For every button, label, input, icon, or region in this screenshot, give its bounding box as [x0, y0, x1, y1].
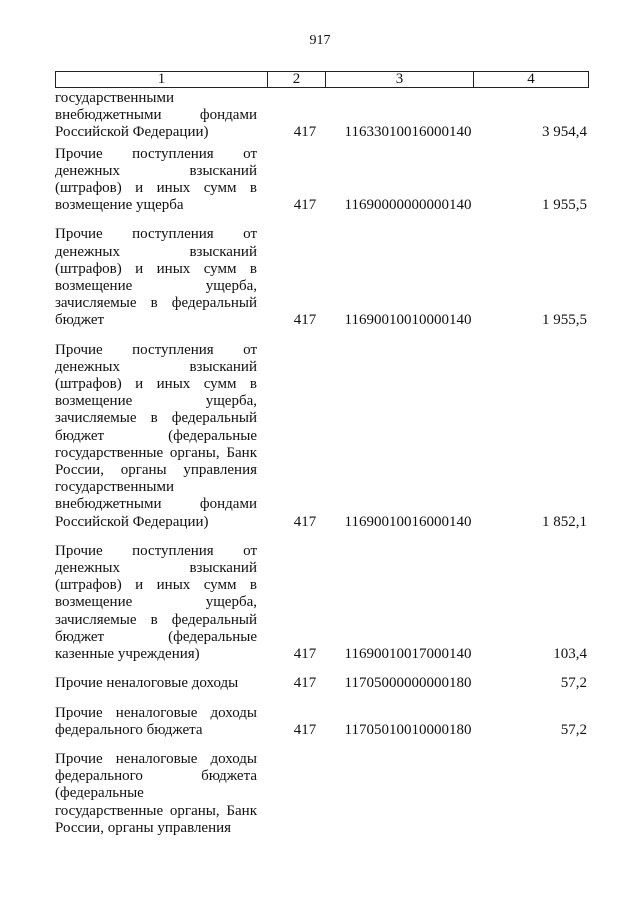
description-line: России, органы управления [55, 462, 257, 479]
row-description [55, 705, 257, 739]
description-line: возмещение ущерба, [55, 278, 257, 295]
row-amount: 1 852,1 [542, 513, 587, 530]
row-description [55, 342, 257, 531]
row-description [55, 146, 257, 215]
description-line: возмещение ущерба [55, 197, 184, 214]
description-line: денежных взысканий [55, 243, 257, 260]
header-col-1: 1 [56, 72, 268, 87]
row-amount: 1 955,5 [542, 312, 587, 329]
row-amount: 3 954,4 [542, 124, 587, 141]
row-kbk-code: 11690000000000140 [344, 197, 472, 214]
row-description [55, 675, 257, 692]
table-row [55, 675, 589, 692]
description-line: денежных взысканий [55, 560, 257, 577]
header-col-2: 2 [268, 72, 326, 87]
description-line: Прочие поступления от [55, 542, 257, 559]
description-line: (штрафов) и иных сумм в [55, 376, 257, 393]
description-line: Прочие неналоговые доходы [55, 704, 257, 721]
row-kbk-code: 11633010016000140 [344, 124, 472, 141]
description-line: государственные органы, Банк [55, 444, 257, 461]
description-line: Российской Федерации) [55, 124, 209, 141]
row-kbk-code: 11690010016000140 [344, 513, 472, 530]
table-row [55, 751, 589, 837]
description-line: (штрафов) и иных сумм в [55, 180, 257, 197]
description-line: зачисляемые в федеральный [55, 611, 257, 628]
table-row [55, 146, 589, 215]
description-line: внебюджетными фондами [55, 496, 257, 513]
description-line: бюджет (федеральные [55, 427, 257, 444]
row-kbk-code: 11690010017000140 [344, 646, 472, 663]
description-line: возмещение ущерба, [55, 594, 257, 611]
row-kbk-code: 11690010010000140 [344, 312, 472, 329]
description-line: Прочие неналоговые доходы [55, 750, 257, 767]
row-admin-code: 417 [293, 646, 317, 663]
description-line: Российской Федерации) [55, 513, 209, 530]
row-description [55, 226, 257, 329]
description-line: (федеральные [55, 785, 144, 802]
table-row [55, 543, 589, 663]
row-description [55, 90, 257, 142]
header-col-4: 4 [527, 71, 535, 87]
table-row [55, 226, 589, 329]
table-header [55, 71, 589, 88]
row-admin-code: 417 [293, 124, 317, 141]
description-line: государственными [55, 479, 174, 496]
description-line: зачисляемые в федеральный [55, 295, 257, 312]
description-line: Прочие неналоговые доходы [55, 675, 239, 692]
description-line: (штрафов) и иных сумм в [55, 577, 257, 594]
description-line: России, органы управления [55, 819, 232, 836]
description-line: бюджет [55, 312, 105, 329]
description-line: (штрафов) и иных сумм в [55, 260, 257, 277]
row-kbk-code: 11705000000000180 [344, 675, 472, 692]
row-amount: 57,2 [560, 721, 587, 738]
table-body [55, 90, 589, 837]
row-admin-code: 417 [293, 721, 317, 738]
description-line: денежных взысканий [55, 358, 257, 375]
row-kbk-code: 11705010010000180 [344, 721, 472, 738]
description-line: бюджет (федеральные [55, 628, 257, 645]
row-amount: 57,2 [560, 675, 587, 692]
description-line: Прочие поступления от [55, 341, 257, 358]
row-admin-code: 417 [293, 197, 317, 214]
description-line: денежных взысканий [55, 162, 257, 179]
page-number: 917 [309, 33, 331, 48]
row-admin-code: 417 [293, 675, 317, 692]
description-line: Прочие поступления от [55, 145, 257, 162]
row-amount: 103,4 [553, 646, 587, 663]
description-line: федерального бюджета [55, 721, 203, 738]
row-admin-code: 417 [293, 312, 317, 329]
row-description [55, 543, 257, 663]
table-row [55, 342, 589, 531]
row-description [55, 751, 257, 837]
row-amount: 1 955,5 [542, 197, 587, 214]
description-line: внебюджетными фондами [55, 107, 257, 124]
description-line: государственными [55, 90, 174, 106]
description-line: Прочие поступления от [55, 226, 257, 243]
description-line: государственные органы, Банк [55, 802, 257, 819]
description-line: зачисляемые в федеральный [55, 410, 257, 427]
description-line: федерального бюджета [55, 768, 257, 785]
description-line: возмещение ущерба, [55, 393, 257, 410]
table-row [55, 705, 589, 739]
row-admin-code: 417 [293, 513, 317, 530]
header-col-3: 3 [326, 72, 474, 87]
description-line: казенные учреждения) [55, 646, 200, 663]
table-row [55, 90, 589, 142]
